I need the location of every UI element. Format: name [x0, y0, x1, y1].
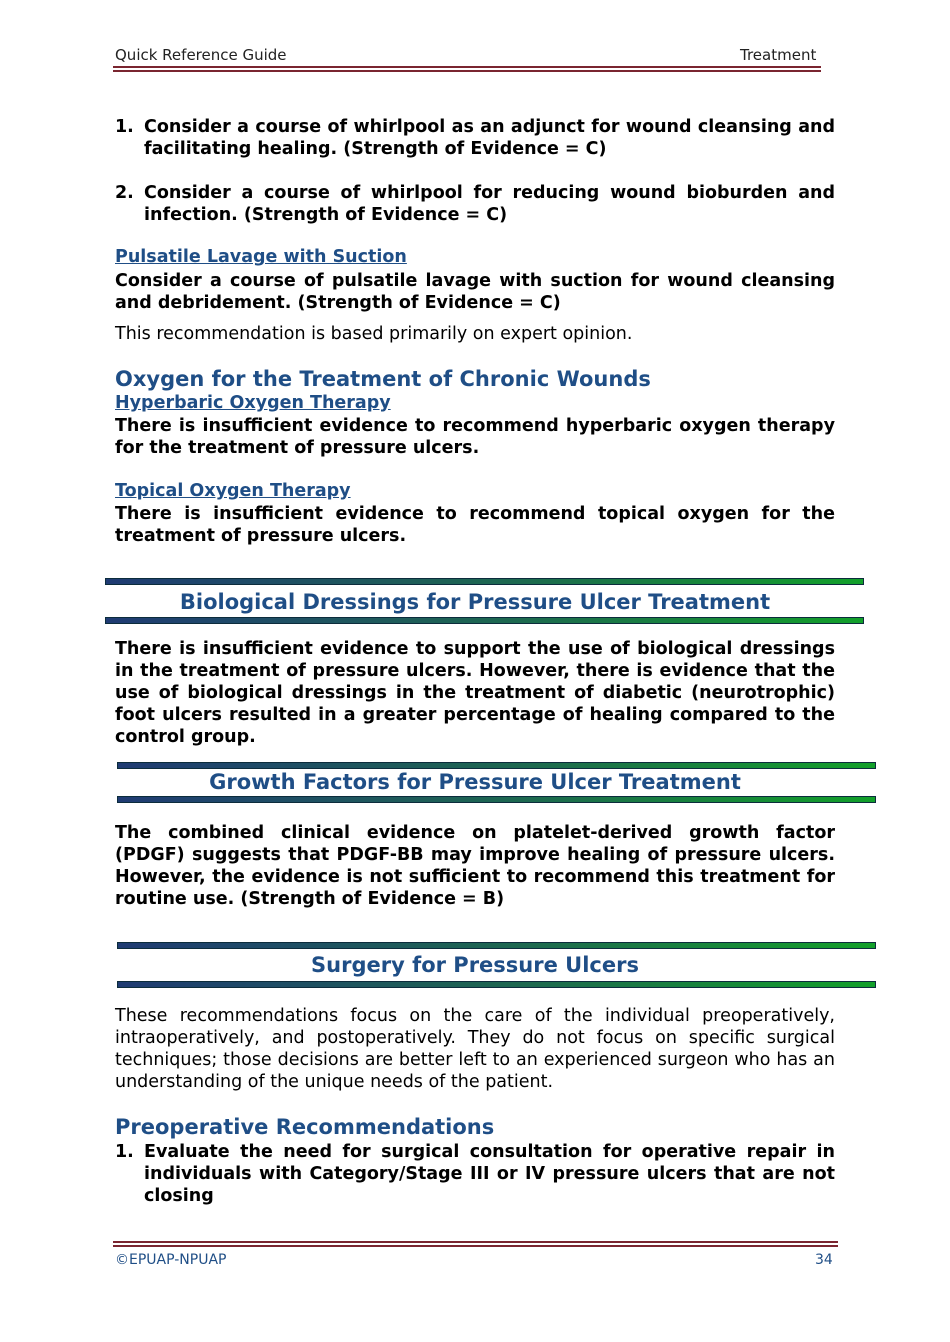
- header-rule: [113, 66, 821, 68]
- list-item-text: Evaluate the need for surgical consultation for operative repair in individuals with Category/Stage III or IV pressure ulcers that are not closing: [144, 1142, 835, 1206]
- pulsatile-lavage-recommendation: Consider a course of pulsatile lavage with suction for wound cleansing and debridement. (Strength of Evidence = C): [115, 271, 835, 313]
- topical-oxygen-text: There is insufficient evidence to recommend topical oxygen for the treatment of pressure ulcers.: [115, 504, 835, 546]
- footer-copyright: ©EPUAP-NPUAP: [115, 1252, 227, 1268]
- topical-oxygen-heading[interactable]: Topical Oxygen Therapy: [115, 481, 351, 501]
- section-band-top: [117, 942, 876, 949]
- surgery-title: Surgery for Pressure Ulcers: [311, 953, 639, 977]
- growth-factors-title: Growth Factors for Pressure Ulcer Treatment: [209, 770, 741, 794]
- preoperative-heading: Preoperative Recommendations: [115, 1115, 495, 1139]
- hyperbaric-oxygen-heading[interactable]: Hyperbaric Oxygen Therapy: [115, 393, 391, 413]
- list-item-number: 1.: [115, 117, 134, 137]
- growth-factors-text: The combined clinical evidence on platelet-derived growth factor (PDGF) suggests that PDGF-BB may improve healing of pressure ulcers. However, the evidence is not sufficient to recommend this treatment for routine use. (Strength of Evidence = B): [115, 823, 835, 909]
- list-item: [115, 1141, 835, 1207]
- header-rule-secondary: [113, 70, 821, 72]
- header-guide-title: Quick Reference Guide: [115, 46, 287, 64]
- section-band-bottom: [117, 796, 876, 803]
- oxygen-section-heading: Oxygen for the Treatment of Chronic Wounds: [115, 367, 651, 391]
- list-item-number: 1.: [115, 1142, 134, 1162]
- section-band-bottom: [105, 617, 864, 624]
- surgery-intro-text: These recommendations focus on the care of the individual preoperatively, intraoperatively, and postoperatively. They do not focus on specific surgical techniques; those decisions are better left to an experienced surgeon who has an understanding of the unique needs of the patient.: [115, 1006, 835, 1092]
- pulsatile-lavage-note: This recommendation is based primarily on expert opinion.: [115, 324, 633, 344]
- footer-rule: [113, 1241, 838, 1243]
- biological-dressings-title: Biological Dressings for Pressure Ulcer Treatment: [179, 590, 771, 614]
- list-item: [115, 182, 835, 226]
- section-band-bottom: [117, 981, 876, 988]
- list-item-number: 2.: [115, 183, 134, 203]
- page-number: 34: [815, 1252, 833, 1268]
- list-item-text: Consider a course of whirlpool as an adjunct for wound cleansing and facilitating healing. (Strength of Evidence = C): [144, 117, 835, 159]
- biological-dressings-text: There is insufficient evidence to support the use of biological dressings in the treatment of pressure ulcers. However, there is evidence that the use of biological dressings in the treatment of diabetic (neurotrophic) foot ulcers resulted in a greater percentage of healing compared to the control group.: [115, 639, 835, 747]
- list-item: [115, 116, 835, 160]
- section-band-top: [117, 762, 876, 769]
- pulsatile-lavage-heading[interactable]: Pulsatile Lavage with Suction: [115, 247, 407, 267]
- section-band-top: [105, 578, 864, 585]
- footer-rule-secondary: [113, 1245, 838, 1247]
- hyperbaric-oxygen-text: There is insufficient evidence to recommend hyperbaric oxygen therapy for the treatment of pressure ulcers.: [115, 416, 835, 458]
- header-section-title: Treatment: [740, 46, 817, 64]
- list-item-text: Consider a course of whirlpool for reducing wound bioburden and infection. (Strength of Evidence = C): [144, 183, 835, 225]
